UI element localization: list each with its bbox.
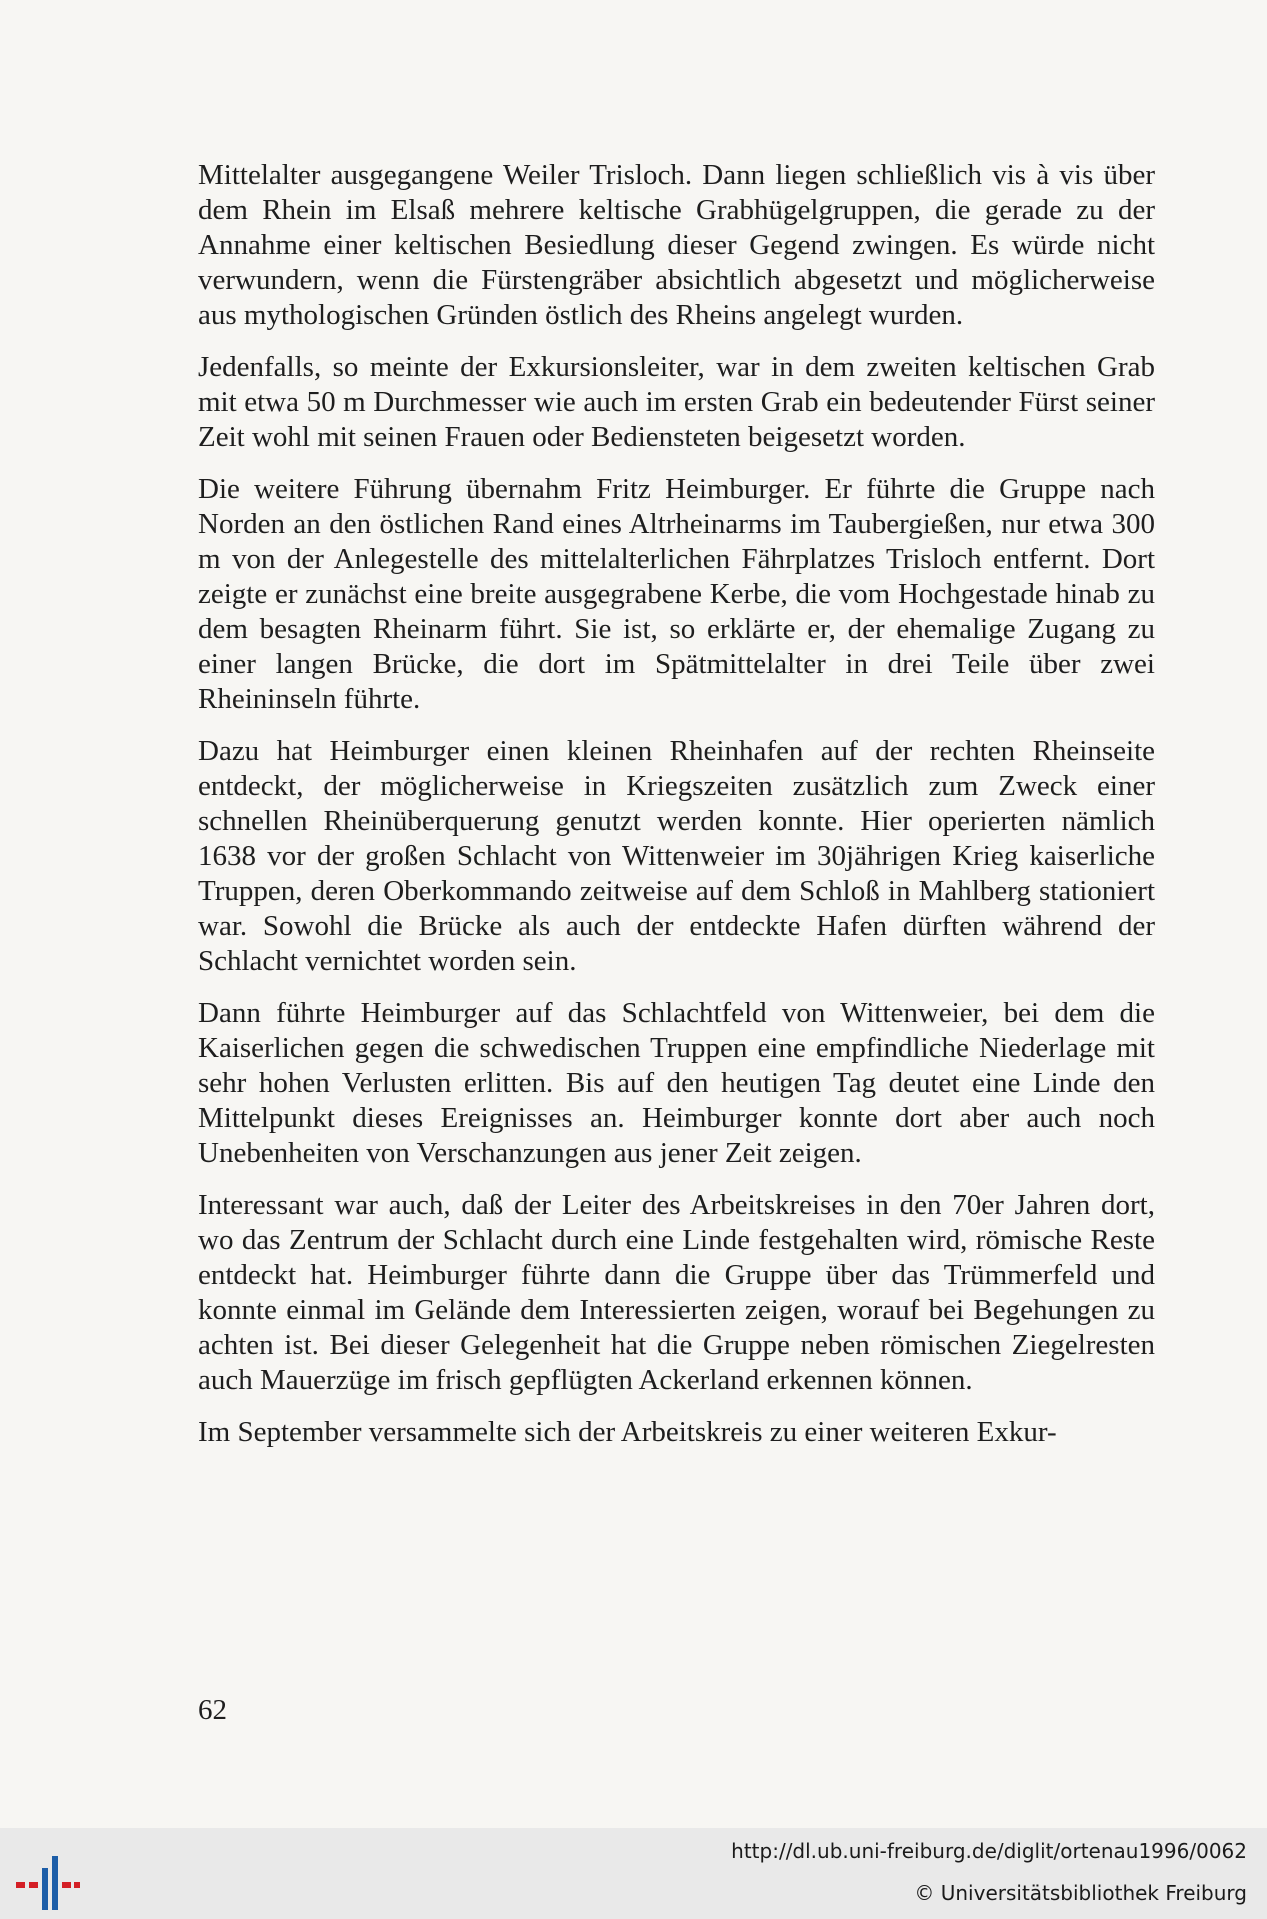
paragraph: Im September versammelte sich der Arbeitskreis zu einer weiteren Exkur-	[198, 1416, 1057, 1448]
paragraph: Interessant war auch, daß der Leiter des Arbeitskreises in den 70er Jahren dort, wo das Zentrum der Schlacht durch eine Linde festgehalten wird, römische Reste entdeckt hat. Heimburger führte dann die Gruppe über das Trümmerfeld und konnte einmal im Gelände dem Interessierten zeigen, worauf bei Begehungen zu achten ist. Bei dieser Gelegenheit hat die Gruppe neben römischen Ziegelresten auch Mauerzüge im frisch gepflügten Ackerland erkennen können.	[198, 1189, 1155, 1396]
paragraph: Dann führte Heimburger auf das Schlachtfeld von Wittenweier, bei dem die Kaiserlichen gegen die schwedischen Truppen eine empfindliche Niederlage mit sehr hohen Verlusten erlitten. Bis auf den heutigen Tag deutet eine Linde den Mittelpunkt dieses Ereignisses an. Heimburger konnte dort aber auch noch Unebenheiten von Verschanzungen aus jener Zeit zeigen.	[198, 997, 1155, 1169]
permalink-url-link[interactable]: http://dl.ub.uni-freiburg.de/diglit/ortenau1996/0062	[731, 1839, 1247, 1863]
university-library-logo-icon	[16, 1856, 80, 1910]
paragraph: Die weitere Führung übernahm Fritz Heimburger. Er führte die Gruppe nach Norden an den östlichen Rand eines Altrheinarms im Taubergießen, nur etwa 300 m von der Anlegestelle des mittelalterlichen Fährplatzes Trisloch entfernt. Dort zeigte er zunächst eine breite ausgegrabene Kerbe, die vom Hochgestade hinab zu dem besagten Rheinarm führt. Sie ist, so erklärte er, der ehemalige Zugang zu einer langen Brücke, die dort im Spätmittelalter in drei Teile über zwei Rheininseln führte.	[198, 473, 1155, 715]
paragraph: Mittelalter ausgegangene Weiler Trisloch. Dann liegen schließlich vis à vis über dem Rhein im Elsaß mehrere keltische Grabhügelgruppen, die gerade zu der Annahme einer keltischen Besiedlung dieser Gegend zwingen. Es würde nicht verwundern, wenn die Fürstengräber absichtlich abgesetzt und möglicherweise aus mythologischen Gründen östlich des Rheins angelegt wurden.	[198, 159, 1155, 331]
body-text	[198, 158, 1155, 1467]
paragraph: Jedenfalls, so meinte der Exkursionsleiter, war in dem zweiten keltischen Grab mit etwa 50 m Durchmesser wie auch im ersten Grab ein bedeutender Fürst seiner Zeit wohl mit seinen Frauen oder Bediensteten beigesetzt worden.	[198, 351, 1155, 453]
copyright-notice: © Universitätsbibliothek Freiburg	[914, 1881, 1247, 1905]
page-number: 62	[198, 1694, 227, 1726]
footer-bar	[0, 1828, 1267, 1919]
paragraph: Dazu hat Heimburger einen kleinen Rheinhafen auf der rechten Rheinseite entdeckt, der möglicherweise in Kriegszeiten zusätzlich zum Zweck einer schnellen Rheinüberquerung genutzt werden konnte. Hier operierten nämlich 1638 vor der großen Schlacht von Wittenweier im 30jährigen Krieg kaiserliche Truppen, deren Oberkommando zeitweise auf dem Schloß in Mahlberg stationiert war. Sowohl die Brücke als auch der entdeckte Hafen dürften während der Schlacht vernichtet worden sein.	[198, 735, 1155, 977]
